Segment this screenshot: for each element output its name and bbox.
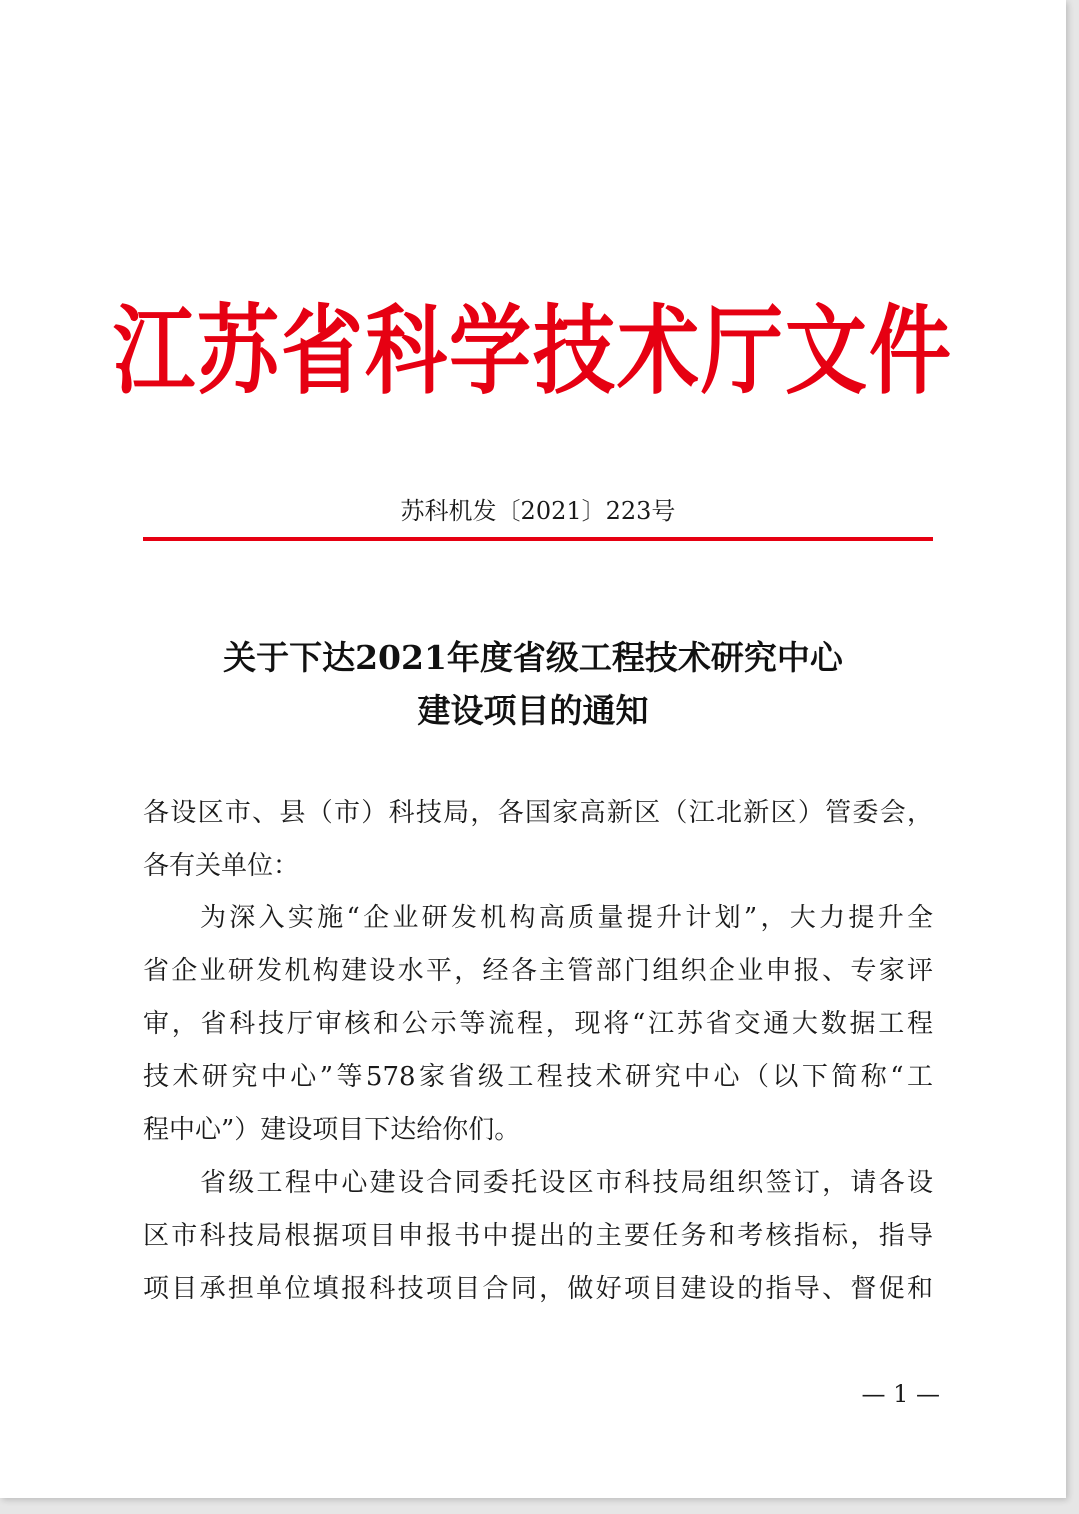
issuer-title: 江苏省科学技术厅文件 [112,295,953,409]
notice-title-line1: 关于下达2021年度省级工程技术研究中心 [223,638,843,677]
body-line: 项目承担单位填报科技项目合同，做好项目建设的指导、督促和 [143,1274,933,1304]
body-line: 审，省科技厅审核和公示等流程，现将“江苏省交通大数据工程 [143,1009,933,1039]
body-line: 省企业研发机构建设水平，经各主管部门组织企业申报、专家评 [143,956,933,986]
body-line: 省级工程中心建设合同委托设区市科技局组织签订，请各设 [200,1168,933,1198]
body-line: 为深入实施“企业研发机构高质量提升计划”，大力提升全 [200,903,933,933]
body-line: 区市科技局根据项目申报书中提出的主要任务和考核指标，指导 [143,1221,933,1251]
document-number: 苏科机发〔2021〕223号 [400,497,676,525]
body-line: 技术研究中心”等578家省级工程技术研究中心（以下简称“工 [143,1062,933,1092]
page-number: — 1 — [861,1380,940,1408]
red-divider [143,537,933,541]
body-line: 各设区市、县（市）科技局，各国家高新区（江北新区）管委会， [143,798,933,828]
body-line: 程中心”）建设项目下达给你们。 [143,1115,521,1145]
body-line: 各有关单位： [143,851,300,881]
notice-title-line2: 建设项目的通知 [417,691,649,730]
